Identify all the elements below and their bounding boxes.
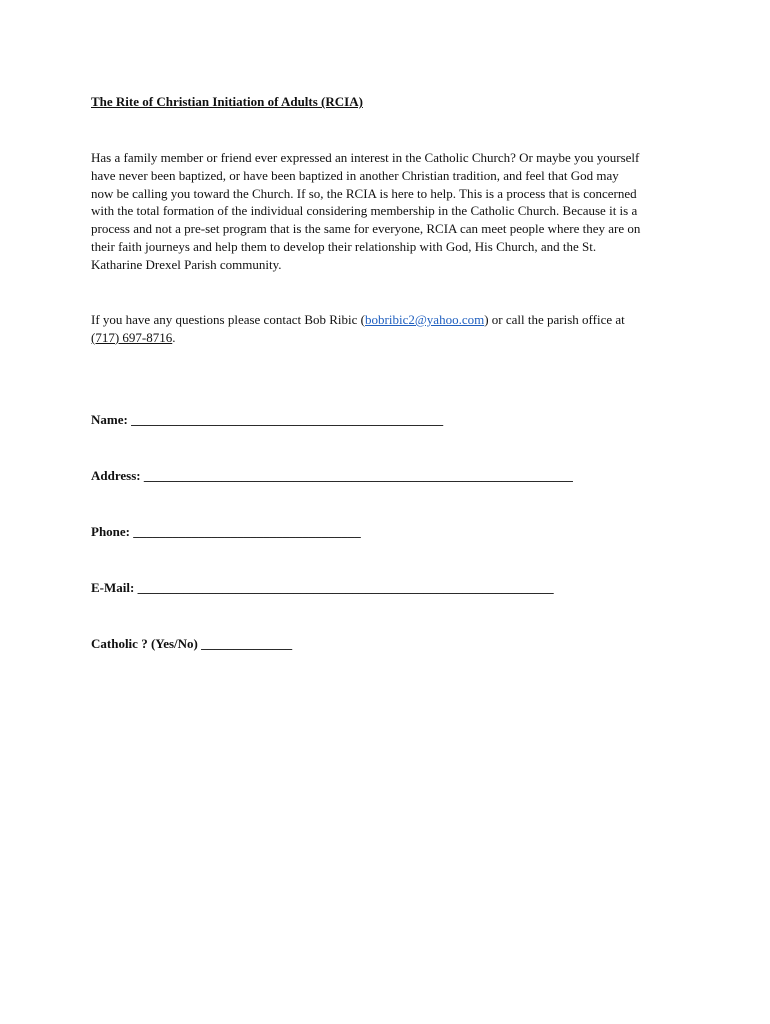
contact-text-before: If you have any questions please contact Bob Ribic ( — [91, 312, 366, 327]
intro-line: with the total formation of the individual considering membership in the Catholic Church. Because it is a — [91, 203, 638, 219]
contact-text-middle: ) or call the parish office at — [484, 312, 625, 327]
email-label: E-Mail: — [91, 580, 138, 595]
catholic-label: Catholic ? (Yes/No) — [91, 636, 202, 651]
intro-paragraph — [91, 149, 691, 274]
document-title: The Rite of Christian Initiation of Adults (RCIA) — [91, 94, 363, 109]
intro-line: Katharine Drexel Parish community. — [91, 256, 282, 272]
catholic-blank-line[interactable]: ______________ — [201, 636, 293, 651]
address-blank-line[interactable]: __________________________________________________________________ — [143, 468, 573, 483]
contact-text-after: . — [172, 329, 176, 345]
name-label: Name: — [91, 412, 132, 427]
email-blank-line[interactable]: ________________________________________________________________ — [137, 580, 554, 595]
intro-line: process and not a pre-set program that is the same for everyone, RCIA can meet people where they are on — [91, 221, 641, 237]
intro-line: Has a family member or friend ever expressed an interest in the Catholic Church? Or maybe you yourself — [91, 150, 640, 165]
email-link[interactable]: bobribic2@yahoo.com — [365, 312, 485, 327]
phone-field[interactable] — [91, 524, 361, 540]
phone-label: Phone: — [91, 524, 134, 539]
intro-line: have never been baptized, or have been baptized in another Christian tradition, and feel that God may — [91, 167, 619, 183]
email-field[interactable] — [91, 580, 554, 596]
intro-line: now be calling you toward the Church. If so, the RCIA is here to help. This is a process that is concerned — [91, 185, 637, 201]
address-label: Address: — [91, 468, 144, 483]
name-blank-line[interactable]: ________________________________________________ — [131, 412, 444, 427]
contact-line-2 — [91, 329, 691, 347]
contact-line-1 — [91, 311, 691, 329]
contact-paragraph — [91, 311, 691, 347]
intro-line: their faith journeys and help them to develop their relationship with God, His Church, and the St. — [91, 238, 597, 254]
phone-blank-line[interactable]: ___________________________________ — [133, 524, 361, 539]
name-field[interactable] — [91, 412, 443, 428]
address-field[interactable] — [91, 468, 573, 484]
phone-link[interactable]: (717) 697-8716 — [91, 329, 173, 345]
catholic-field[interactable] — [91, 636, 292, 652]
